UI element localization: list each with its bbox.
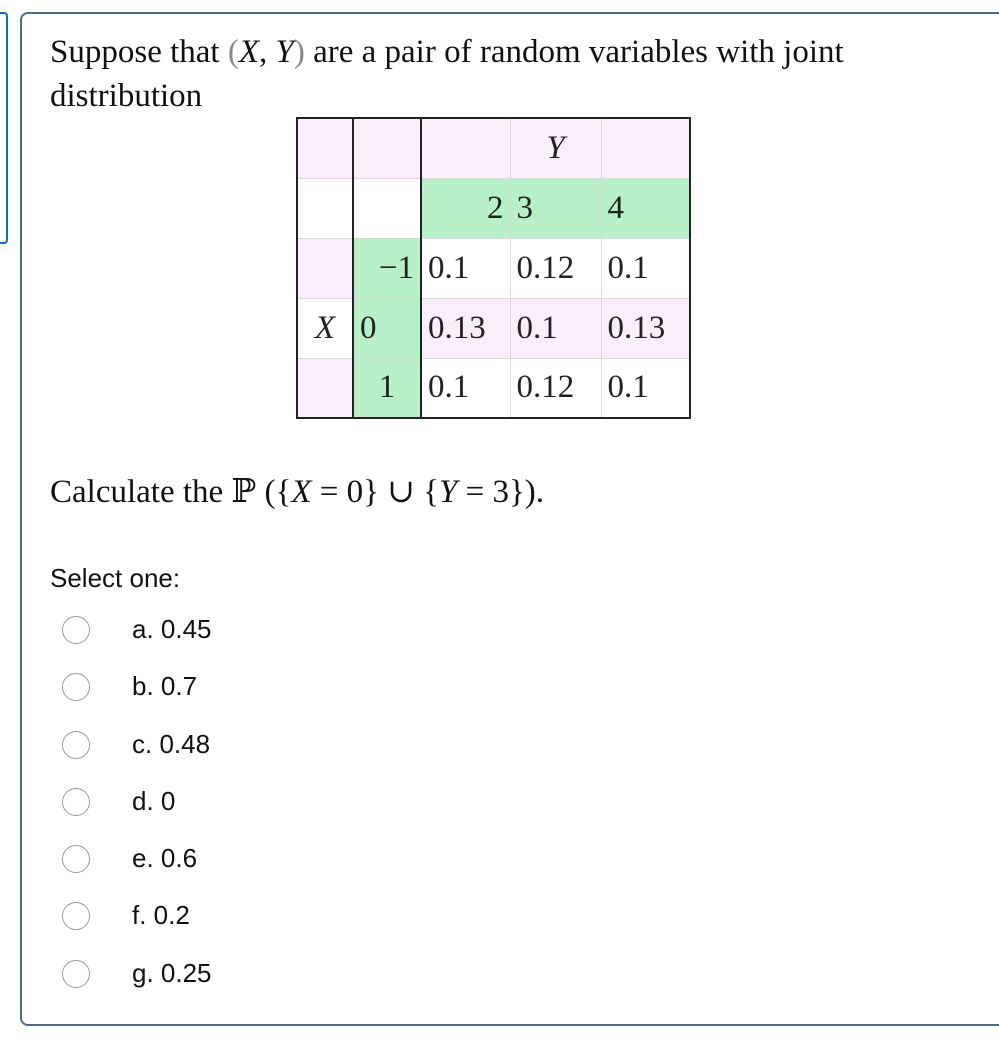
option-label: a. 0.45 — [132, 614, 212, 644]
prob-cell: 0.12 — [510, 358, 601, 418]
calculate-prompt — [50, 470, 544, 514]
option-label: e. 0.6 — [132, 843, 198, 874]
pair-notation: (X, Y) — [227, 34, 305, 70]
question-text — [50, 30, 910, 118]
prob-cell: 0.13 — [421, 298, 510, 358]
calculate-prefix: Calculate the — [50, 474, 224, 510]
answer-options — [62, 609, 212, 1010]
probability-expression: ℙ ({X = 0} ∪ {Y = 3}). — [231, 474, 545, 510]
y-value-3: 3 — [510, 178, 601, 238]
option-label: d. 0 — [132, 785, 176, 816]
radio-button[interactable] — [62, 902, 90, 930]
prob-cell: 0.1 — [421, 358, 510, 418]
radio-button[interactable] — [62, 788, 90, 816]
radio-button[interactable] — [62, 845, 90, 873]
prob-cell: 0.1 — [421, 238, 510, 298]
option-b[interactable] — [62, 666, 212, 723]
question-suffix: are a pair of random variables with joint distribution — [50, 34, 844, 114]
y-label: Y — [510, 118, 601, 178]
question-info-tab — [0, 12, 8, 244]
joint-distribution-table — [296, 117, 691, 419]
table-row — [297, 298, 690, 358]
table-row — [297, 358, 690, 418]
question-prefix: Suppose that — [50, 34, 220, 70]
option-label: g. 0.25 — [132, 957, 212, 988]
option-c[interactable] — [62, 724, 212, 781]
radio-button[interactable] — [62, 673, 90, 701]
prob-cell: 0.12 — [510, 238, 601, 298]
prob-cell: 0.1 — [601, 238, 690, 298]
option-e[interactable] — [62, 838, 212, 895]
option-a[interactable] — [62, 609, 212, 666]
prob-cell: 0.13 — [601, 298, 690, 358]
option-label: c. 0.48 — [132, 728, 211, 759]
table-row — [297, 238, 690, 298]
radio-button[interactable] — [62, 731, 90, 759]
option-g[interactable] — [62, 953, 212, 1010]
radio-button[interactable] — [62, 960, 90, 988]
prob-cell: 0.1 — [601, 358, 690, 418]
option-label: b. 0.7 — [132, 671, 198, 702]
prob-cell: 0.1 — [510, 298, 601, 358]
select-one-label: Select one: — [50, 563, 181, 593]
x-label: X — [297, 298, 353, 358]
x-value-neg1: −1 — [353, 238, 421, 298]
option-f[interactable] — [62, 895, 212, 952]
x-value-0: 0 — [353, 298, 421, 358]
table-row — [297, 178, 690, 238]
option-label: f. 0.2 — [132, 900, 190, 931]
radio-button[interactable] — [62, 616, 90, 644]
x-value-1: 1 — [353, 358, 421, 418]
table-row — [297, 118, 690, 178]
option-d[interactable] — [62, 781, 212, 838]
y-value-4: 4 — [601, 178, 690, 238]
y-value-2: 2 — [421, 178, 510, 238]
